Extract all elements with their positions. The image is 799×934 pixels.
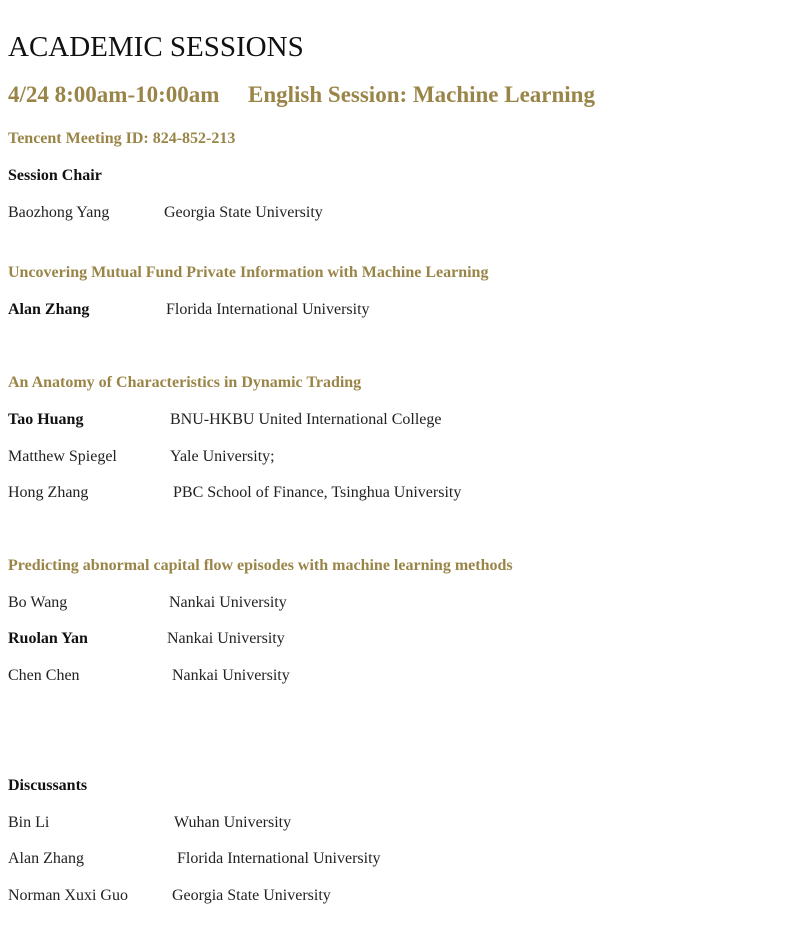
discussant-affiliation: Florida International University bbox=[177, 850, 381, 867]
author-affiliation: Yale University; bbox=[170, 448, 275, 465]
author-name: Alan Zhang bbox=[8, 301, 90, 318]
paper-title: Uncovering Mutual Fund Private Information with Machine Learning bbox=[8, 264, 489, 281]
discussant-affiliation: Georgia State University bbox=[172, 887, 331, 904]
author-affiliation: BNU-HKBU United International College bbox=[170, 411, 442, 428]
discussant-name: Bin Li bbox=[8, 814, 50, 831]
chair-name: Baozhong Yang bbox=[8, 204, 110, 221]
author-affiliation: Nankai University bbox=[172, 667, 290, 684]
session-time: 4/24 8:00am-10:00am bbox=[8, 82, 220, 107]
paper-title: Predicting abnormal capital flow episodes with machine learning methods bbox=[8, 557, 513, 574]
author-affiliation: Nankai University bbox=[167, 630, 285, 647]
author-name: Tao Huang bbox=[8, 411, 84, 428]
paper-title: An Anatomy of Characteristics in Dynamic Trading bbox=[8, 374, 362, 391]
meeting-id: Tencent Meeting ID: 824-852-213 bbox=[8, 130, 236, 147]
author-name: Hong Zhang bbox=[8, 484, 89, 501]
discussant-name: Alan Zhang bbox=[8, 850, 84, 867]
author-affiliation: PBC School of Finance, Tsinghua University bbox=[173, 484, 462, 501]
discussant-name: Norman Xuxi Guo bbox=[8, 887, 128, 904]
session-chair-label: Session Chair bbox=[8, 167, 102, 184]
session-name: English Session: Machine Learning bbox=[248, 82, 595, 107]
author-name: Matthew Spiegel bbox=[8, 448, 117, 465]
author-name: Bo Wang bbox=[8, 594, 68, 611]
author-name: Ruolan Yan bbox=[8, 630, 88, 647]
discussant-affiliation: Wuhan University bbox=[174, 814, 292, 831]
author-name: Chen Chen bbox=[8, 667, 80, 684]
author-affiliation: Florida International University bbox=[166, 301, 370, 318]
author-affiliation: Nankai University bbox=[169, 594, 287, 611]
page-title: ACADEMIC SESSIONS bbox=[8, 31, 304, 63]
discussants-label: Discussants bbox=[8, 777, 88, 794]
chair-affiliation: Georgia State University bbox=[164, 204, 323, 221]
